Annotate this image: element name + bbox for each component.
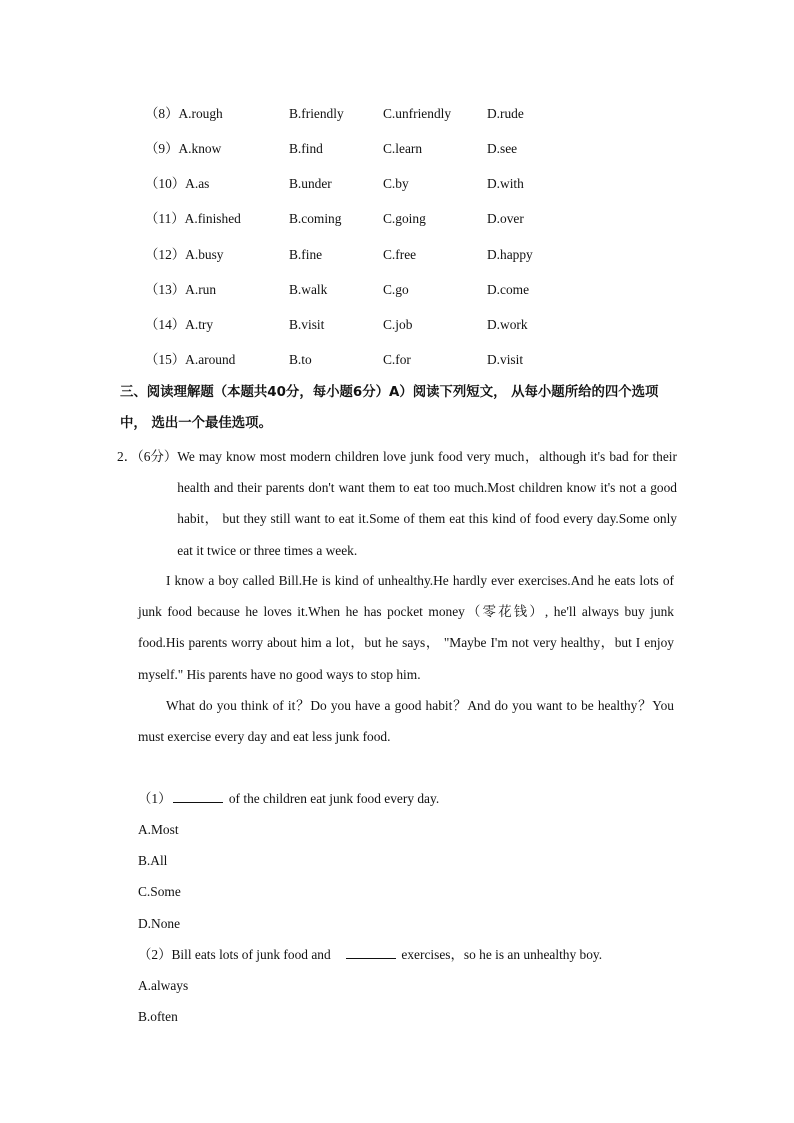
option-b: B.friendly <box>289 106 344 121</box>
sub-question-2-prefix: （2）Bill eats lots of junk food and <box>138 947 335 962</box>
option-d: D.come <box>487 282 530 297</box>
answer-option: D.None <box>138 916 181 931</box>
option-c: C.going <box>383 211 426 226</box>
option-a: （13）A.run <box>145 282 217 297</box>
option-a: （10）A.as <box>145 176 210 191</box>
option-c: C.free <box>383 247 417 262</box>
question-number: 2．（6分） <box>117 449 178 464</box>
option-d: D.happy <box>487 247 533 262</box>
option-c: C.job <box>383 317 413 332</box>
option-b: B.fine <box>289 247 323 262</box>
option-d: D.over <box>487 211 524 226</box>
answer-option: A.Most <box>138 822 179 837</box>
option-d: D.visit <box>487 352 524 367</box>
answer-option: C.Some <box>138 884 181 899</box>
option-a: （15）A.around <box>145 352 236 367</box>
answer-option: B.often <box>138 1009 178 1024</box>
answer-blank <box>346 945 396 959</box>
sub-question-2 <box>138 945 602 965</box>
option-c: C.learn <box>383 141 423 156</box>
option-c: C.unfriendly <box>383 106 452 121</box>
option-a: （14）A.try <box>145 317 214 332</box>
option-d: D.rude <box>487 106 524 121</box>
option-d: D.work <box>487 317 528 332</box>
passage-first-paragraph <box>117 441 677 566</box>
question-passage <box>117 441 677 566</box>
option-a: （9）A.know <box>145 141 222 156</box>
option-b: B.visit <box>289 317 325 332</box>
option-b: B.coming <box>289 211 342 226</box>
option-c: C.go <box>383 282 409 297</box>
option-b: B.to <box>289 352 312 367</box>
option-b: B.walk <box>289 282 328 297</box>
option-a: （12）A.busy <box>145 247 224 262</box>
option-a: （11）A.finished <box>145 211 241 226</box>
section-heading: 三、阅读理解题（本题共40分，每小题6分）A）阅读下列短文， 从每小题所给的四个选项中， 选出一个最佳选项。 <box>120 385 659 431</box>
sub-question-1-text: of the children eat junk food every day. <box>228 791 440 806</box>
option-c: C.for <box>383 352 411 367</box>
answer-option: A.always <box>138 978 189 993</box>
passage-paragraph-3: What do you think of it？Do you have a good habit？And do you want to be healthy？You must exercise every day and eat less junk food. <box>138 698 674 745</box>
option-b: B.find <box>289 141 323 156</box>
option-d: D.see <box>487 141 518 156</box>
sub-question-1-prefix: （1） <box>138 791 172 806</box>
passage-paragraph-1: We may know most modern children love junk food very much，although it's bad for their health and their parents don't want them to eat too much.Most children know it's not a good habit， but they still want to eat it.Some of them eat this kind of food every day.Some only eat it twice or three times a week. <box>177 449 677 558</box>
option-c: C.by <box>383 176 409 191</box>
passage-paragraph-2: I know a boy called Bill.He is kind of unhealthy.He hardly ever exercises.And he eats lots of junk food because he loves it.When he has pocket money（零花钱）, he'll always buy junk food.His parents worry about him a lot，but he says， "Maybe I'm not very healthy，but I enjoy myself." His parents have no good ways to stop him. <box>138 573 674 682</box>
answer-option: B.All <box>138 853 168 868</box>
sub-question-2-text: exercises，so he is an unhealthy boy. <box>401 947 603 962</box>
option-b: B.under <box>289 176 332 191</box>
option-a: （8）A.rough <box>145 106 223 121</box>
sub-question-1 <box>138 789 439 809</box>
answer-blank <box>173 789 223 803</box>
option-d: D.with <box>487 176 524 191</box>
